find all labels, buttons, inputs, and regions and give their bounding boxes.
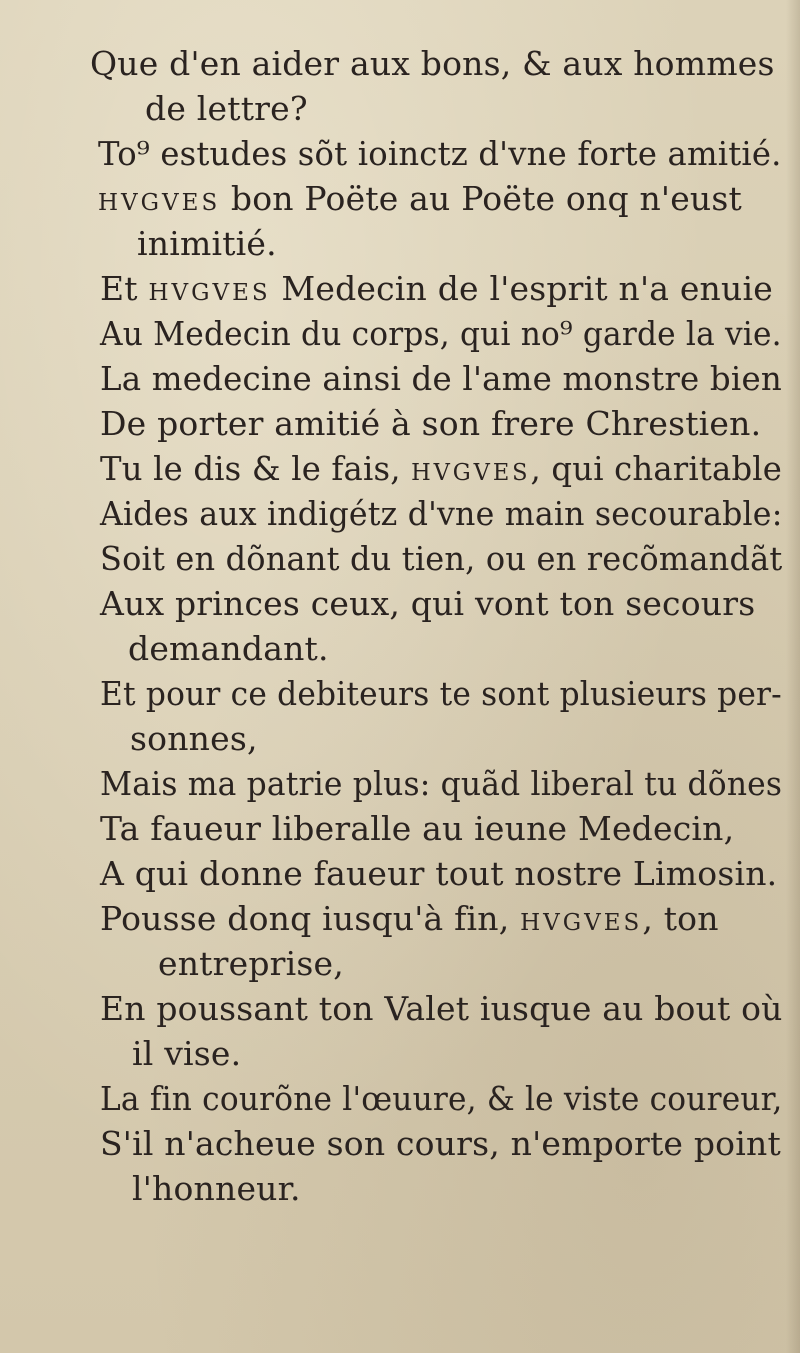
poem-line: de lettre? bbox=[145, 89, 308, 128]
poem-line: Que d'en aider aux bons, & aux hommes bbox=[90, 44, 775, 83]
poem-line: demandant. bbox=[128, 629, 329, 668]
poem-text bbox=[0, 44, 800, 1224]
poem-line: La medecine ainsi de l'ame monstre bien bbox=[100, 359, 782, 398]
poem-name-smallcaps: HVGVES bbox=[411, 460, 531, 486]
poem-line bbox=[100, 269, 773, 309]
poem-line: S'il n'acheue son cours, n'emporte point bbox=[100, 1124, 781, 1163]
poem-line-text: Medecin de l'esprit n'a enuie bbox=[270, 269, 773, 308]
poem-line: De porter amitié à son frere Chrestien. bbox=[100, 404, 762, 443]
poem-line: sonnes, bbox=[130, 719, 258, 758]
poem-line: La fin courõne l'œuure, & le viste coureur, bbox=[100, 1079, 783, 1118]
poem-line: l'honneur. bbox=[132, 1169, 301, 1208]
poem-line: En poussant ton Valet iusque au bout où bbox=[100, 989, 783, 1028]
poem-line: inimitié. bbox=[137, 224, 277, 263]
poem-line bbox=[100, 449, 782, 489]
poem-line-text: , qui charitable bbox=[530, 449, 783, 488]
poem-line bbox=[98, 179, 742, 219]
poem-line: Aides aux indigétz d'vne main secourable: bbox=[100, 494, 783, 533]
poem-line: To⁹ estudes sõt ioinctz d'vne forte amitié. bbox=[98, 134, 782, 173]
poem-line: A qui donne faueur tout nostre Limosin. bbox=[100, 854, 778, 893]
poem-line: Et pour ce debiteurs te sont plusieurs per- bbox=[100, 674, 782, 713]
poem-line: Aux princes ceux, qui vont ton secours bbox=[100, 584, 756, 623]
poem-line: entreprise, bbox=[158, 944, 344, 983]
poem-name-smallcaps: HVGVES bbox=[98, 190, 221, 216]
poem-line-text: Et bbox=[100, 269, 149, 308]
poem-name-smallcaps: HVGVES bbox=[148, 280, 271, 306]
poem-line bbox=[100, 899, 719, 939]
poem-line: Ta faueur liberalle au ieune Medecin, bbox=[100, 809, 735, 848]
poem-line: il vise. bbox=[132, 1034, 242, 1073]
poem-name-smallcaps: HVGVES bbox=[520, 910, 643, 936]
poem-line: Au Medecin du corps, qui no⁹ garde la vie. bbox=[100, 314, 782, 353]
poem-line-text: Pousse donq iusqu'à fin, bbox=[100, 899, 521, 938]
poem-line-text: bon Poëte au Poëte onq n'eust bbox=[220, 179, 742, 218]
poem-line-text: , ton bbox=[642, 899, 719, 938]
poem-line: Mais ma patrie plus: quãd liberal tu dõnes bbox=[100, 764, 783, 803]
poem-line-text: Tu le dis & le fais, bbox=[100, 449, 412, 488]
poem-line: Soit en dõnant du tien, ou en recõmandãt bbox=[100, 539, 783, 578]
